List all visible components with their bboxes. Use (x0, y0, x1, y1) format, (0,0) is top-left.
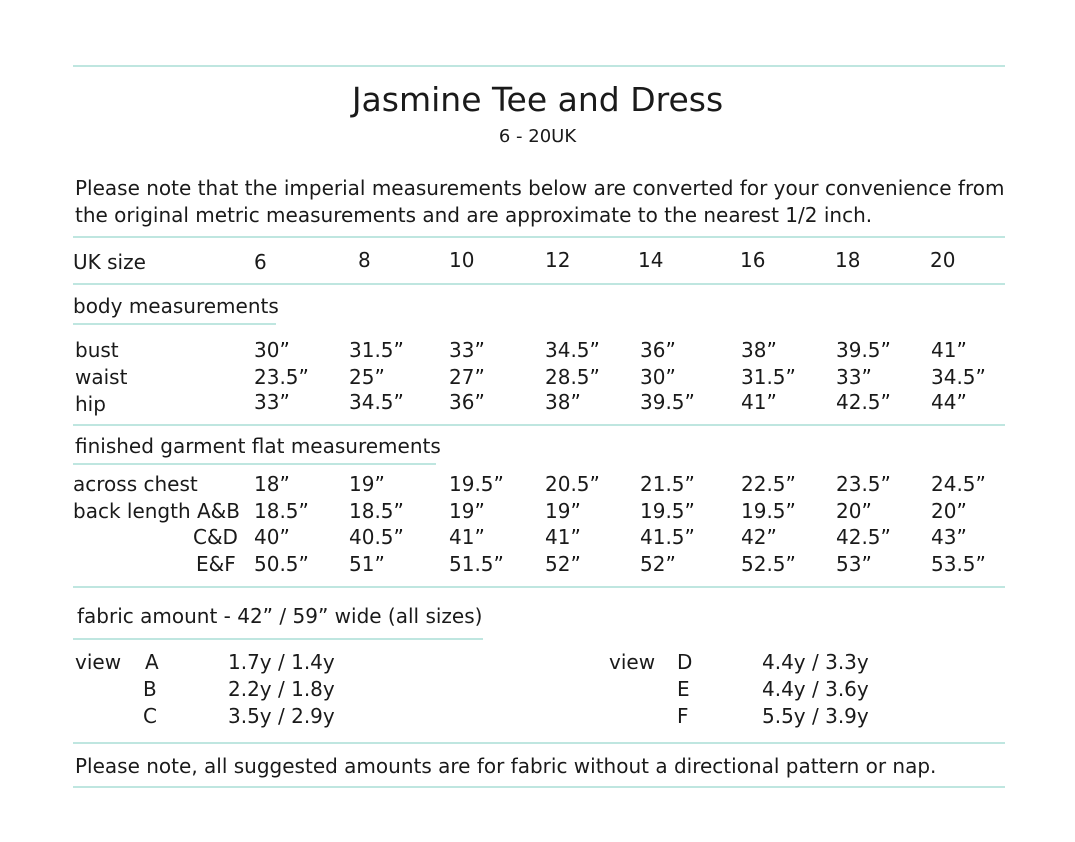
underline-fabric-heading (73, 638, 483, 640)
table-cell: 19” (349, 472, 385, 496)
fabric-amount-heading: fabric amount - 42” / 59” wide (all sizes) (77, 604, 483, 628)
fabric-amount: 1.7y / 1.4y (228, 650, 335, 674)
table-cell: 33” (449, 338, 485, 362)
table-cell: 38” (741, 338, 777, 362)
table-cell: 23.5” (836, 472, 891, 496)
fabric-amount: 2.2y / 1.8y (228, 677, 335, 701)
table-cell: 30” (254, 338, 290, 362)
row-label-hip: hip (75, 392, 106, 416)
table-cell: 52” (545, 552, 581, 576)
table-cell: 23.5” (254, 365, 309, 389)
table-cell: 50.5” (254, 552, 309, 576)
fabric-amount: 4.4y / 3.6y (762, 677, 869, 701)
table-cell: 38” (545, 390, 581, 414)
view-letter: F (677, 704, 689, 728)
view-letter: E (677, 677, 690, 701)
view-label-left: view (75, 650, 122, 674)
underline-body-heading (73, 323, 276, 325)
row-label-across-chest: across chest (73, 472, 198, 496)
table-cell: 21.5” (640, 472, 695, 496)
table-cell: 42.5” (836, 390, 891, 414)
view-letter: C (143, 704, 157, 728)
table-cell: 18.5” (254, 499, 309, 523)
size-header-cell: 8 (358, 248, 371, 272)
table-cell: 44” (931, 390, 967, 414)
table-cell: 53.5” (931, 552, 986, 576)
size-header-cell: 10 (449, 248, 475, 272)
table-cell: 36” (640, 338, 676, 362)
table-cell: 20” (931, 499, 967, 523)
row-label-bust: bust (75, 338, 119, 362)
table-cell: 41” (545, 525, 581, 549)
table-cell: 34.5” (545, 338, 600, 362)
size-header-cell: 6 (254, 250, 267, 274)
row-label-back-length-ef: E&F (196, 552, 236, 576)
table-cell: 20.5” (545, 472, 600, 496)
table-cell: 40.5” (349, 525, 404, 549)
table-cell: 39.5” (836, 338, 891, 362)
size-header-cell: 20 (930, 248, 956, 272)
divider-top (73, 65, 1005, 67)
table-cell: 19.5” (449, 472, 504, 496)
intro-note-line-2: the original metric measurements and are approximate to the nearest 1/2 inch. (75, 203, 873, 227)
divider-after-garment (73, 586, 1005, 588)
table-cell: 42.5” (836, 525, 891, 549)
table-cell: 18” (254, 472, 290, 496)
table-cell: 52.5” (741, 552, 796, 576)
table-cell: 51.5” (449, 552, 504, 576)
view-letter: B (143, 677, 157, 701)
divider-after-note (73, 236, 1005, 238)
table-cell: 31.5” (741, 365, 796, 389)
table-cell: 39.5” (640, 390, 695, 414)
footer-note: Please note, all suggested amounts are for fabric without a directional pattern or nap. (75, 754, 937, 778)
underline-garment-heading (73, 463, 436, 465)
table-cell: 24.5” (931, 472, 986, 496)
table-cell: 33” (254, 390, 290, 414)
table-cell: 28.5” (545, 365, 600, 389)
intro-note-line-1: Please note that the imperial measurements below are converted for your convenience from (75, 176, 1005, 200)
table-cell: 40” (254, 525, 290, 549)
view-letter: D (677, 650, 693, 674)
table-cell: 19.5” (640, 499, 695, 523)
fabric-amount: 5.5y / 3.9y (762, 704, 869, 728)
table-cell: 20” (836, 499, 872, 523)
table-cell: 52” (640, 552, 676, 576)
table-cell: 19” (449, 499, 485, 523)
page-title: Jasmine Tee and Dress (351, 80, 724, 119)
table-cell: 33” (836, 365, 872, 389)
table-cell: 31.5” (349, 338, 404, 362)
table-cell: 53” (836, 552, 872, 576)
size-header-cell: 14 (638, 248, 664, 272)
table-cell: 42” (741, 525, 777, 549)
divider-after-body (73, 424, 1005, 426)
table-cell: 34.5” (931, 365, 986, 389)
body-measurements-heading: body measurements (73, 294, 279, 318)
size-header-cell: 18 (835, 248, 861, 272)
table-cell: 34.5” (349, 390, 404, 414)
divider-before-footer (73, 742, 1005, 744)
view-label-right: view (609, 650, 656, 674)
table-cell: 41” (931, 338, 967, 362)
table-cell: 41.5” (640, 525, 695, 549)
table-cell: 41” (741, 390, 777, 414)
row-label-waist: waist (75, 365, 128, 389)
row-label-back-length-ab: back length A&B (73, 499, 240, 523)
size-header-cell: 12 (545, 248, 571, 272)
fabric-amount: 3.5y / 2.9y (228, 704, 335, 728)
table-cell: 30” (640, 365, 676, 389)
size-header-cell: 16 (740, 248, 766, 272)
garment-measurements-heading: finished garment flat measurements (75, 434, 441, 458)
table-cell: 51” (349, 552, 385, 576)
table-cell: 22.5” (741, 472, 796, 496)
fabric-amount: 4.4y / 3.3y (762, 650, 869, 674)
table-cell: 41” (449, 525, 485, 549)
table-cell: 36” (449, 390, 485, 414)
divider-bottom (73, 786, 1005, 788)
row-label-back-length-cd: C&D (193, 525, 238, 549)
divider-after-sizes (73, 283, 1005, 285)
table-cell: 25” (349, 365, 385, 389)
table-cell: 19” (545, 499, 581, 523)
view-letter: A (145, 650, 159, 674)
table-cell: 27” (449, 365, 485, 389)
table-cell: 19.5” (741, 499, 796, 523)
size-range-subtitle: 6 - 20UK (498, 126, 577, 147)
size-header-label: UK size (73, 250, 146, 274)
table-cell: 43” (931, 525, 967, 549)
table-cell: 18.5” (349, 499, 404, 523)
